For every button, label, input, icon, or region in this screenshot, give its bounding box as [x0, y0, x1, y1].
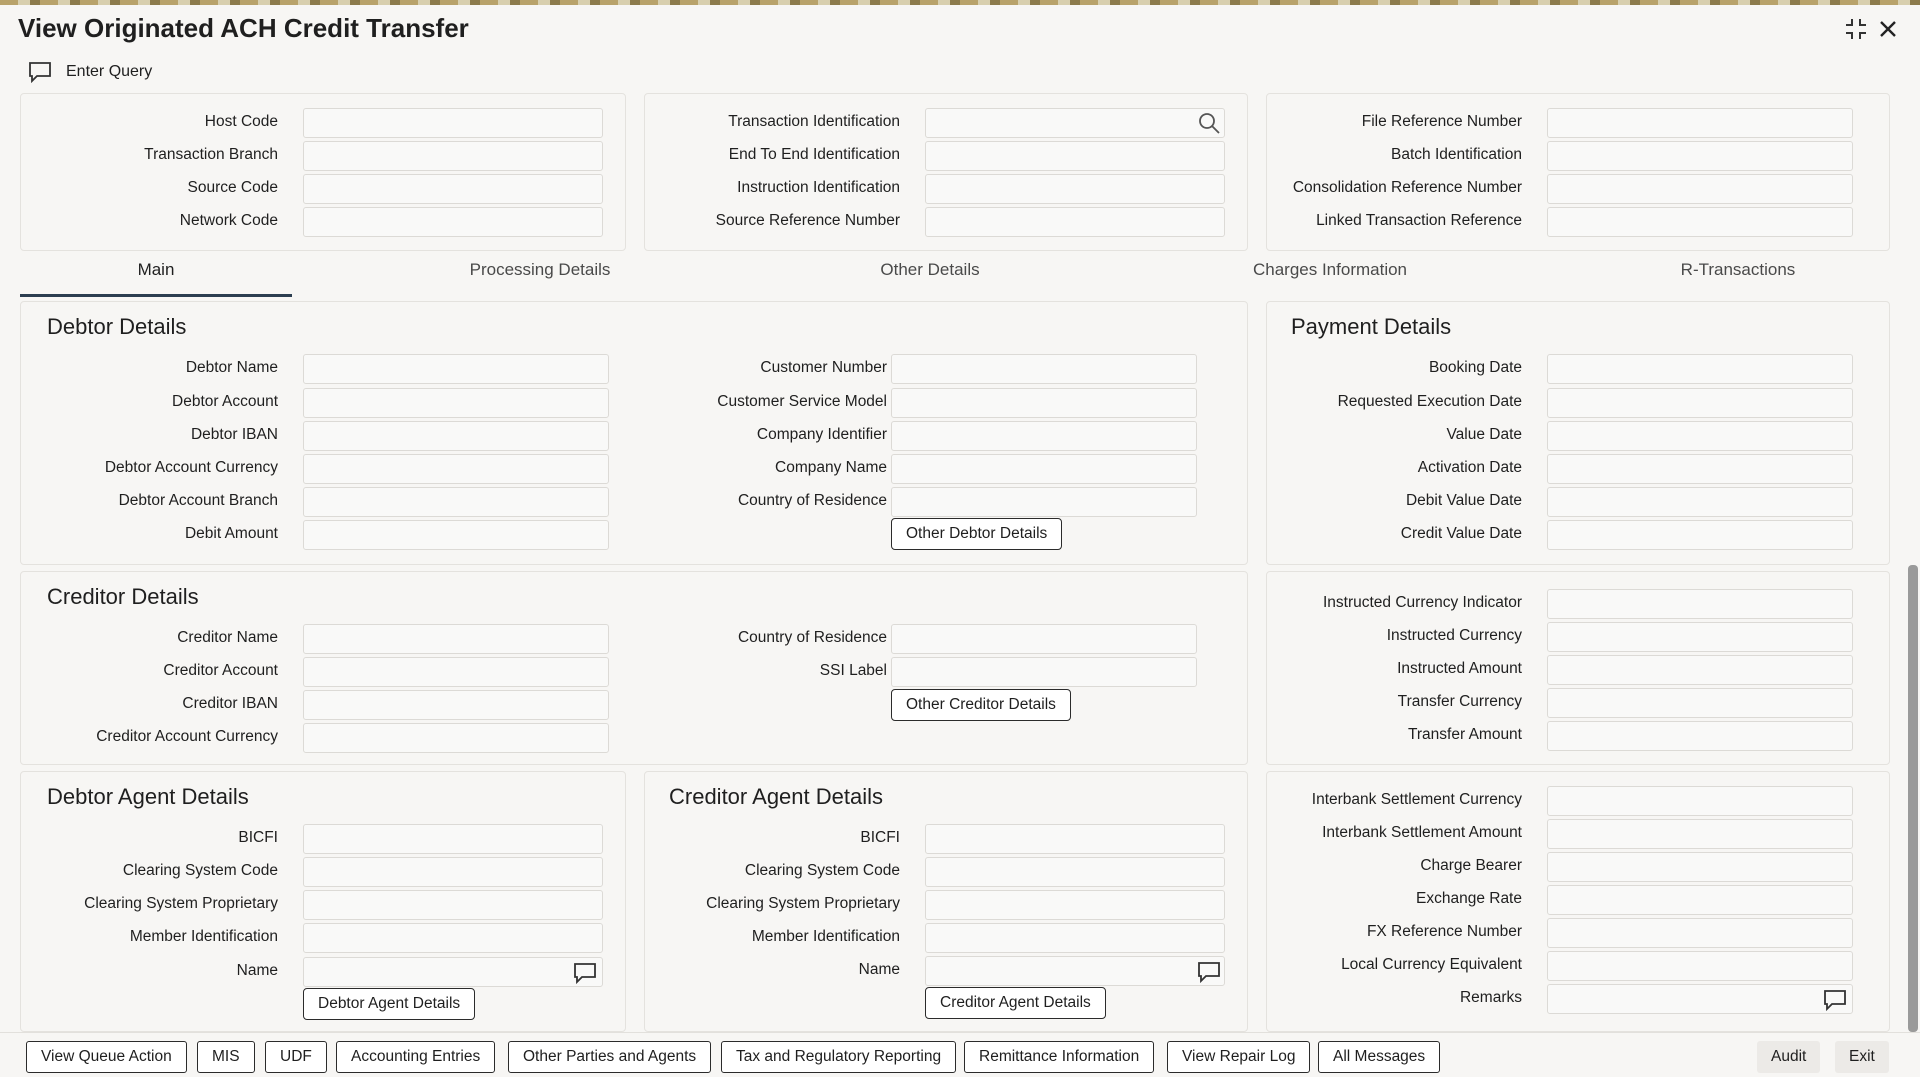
header-panel-2	[644, 93, 1248, 251]
host-code-label: Host Code	[204, 113, 278, 130]
batch-identification-label: Batch Identification	[1391, 146, 1522, 163]
creditor-agent-clearing-system-proprietary-label: Clearing System Proprietary	[706, 895, 900, 912]
title-bar	[0, 5, 1920, 53]
transfer-currency-label: Transfer Currency	[1397, 693, 1522, 710]
ssi-label-input[interactable]	[891, 657, 1197, 687]
debtor-account-label: Debtor Account	[172, 393, 278, 410]
charge-bearer-label: Charge Bearer	[1420, 857, 1522, 874]
creditor-agent-details-panel	[644, 771, 1248, 1032]
debit-amount-input[interactable]	[303, 520, 609, 550]
instructed-currency-label: Instructed Currency	[1386, 627, 1522, 644]
udf-button[interactable]: UDF	[265, 1041, 327, 1073]
creditor-account-label: Creditor Account	[163, 662, 278, 679]
creditor-agent-name-comment-icon[interactable]	[1197, 960, 1221, 984]
instructed-amount-label: Instructed Amount	[1397, 660, 1522, 677]
creditor-iban-input[interactable]	[303, 690, 609, 720]
booking-date-label: Booking Date	[1428, 359, 1522, 376]
enter-query-label: Enter Query	[66, 63, 153, 80]
other-parties-and-agents-button[interactable]: Other Parties and Agents	[508, 1041, 711, 1073]
customer-service-model-input[interactable]	[891, 388, 1197, 418]
debtor-agent-member-identification-input[interactable]	[303, 923, 603, 953]
window-title: View Originated ACH Credit Transfer	[18, 13, 469, 43]
creditor-details-panel	[20, 571, 1248, 765]
host-code-input[interactable]	[303, 108, 603, 138]
exit-button[interactable]: Exit	[1835, 1041, 1889, 1073]
debtor-account-branch-input[interactable]	[303, 487, 609, 517]
other-creditor-details-button[interactable]: Other Creditor Details	[891, 689, 1071, 721]
debtor-agent-clearing-system-code-input[interactable]	[303, 857, 603, 887]
footer-bar	[0, 1032, 1920, 1077]
instructed-amount-input[interactable]	[1547, 655, 1853, 685]
credit-value-date-input[interactable]	[1547, 520, 1853, 550]
tab-other-details[interactable]: Other Details	[880, 260, 980, 279]
all-messages-button[interactable]: All Messages	[1318, 1041, 1440, 1073]
debit-value-date-input[interactable]	[1547, 487, 1853, 517]
header-panel-1	[20, 93, 626, 251]
header-panel-3	[1266, 93, 1890, 251]
debtor-country-of-residence-input[interactable]	[891, 487, 1197, 517]
creditor-agent-member-identification-label: Member Identification	[751, 928, 900, 945]
debtor-iban-label: Debtor IBAN	[190, 426, 278, 443]
debtor-account-currency-input[interactable]	[303, 454, 609, 484]
instructed-currency-indicator-input[interactable]	[1547, 589, 1853, 619]
debtor-account-currency-label: Debtor Account Currency	[104, 459, 278, 476]
remarks-label: Remarks	[1459, 989, 1522, 1006]
debtor-account-branch-label: Debtor Account Branch	[118, 492, 278, 509]
debtor-account-input[interactable]	[303, 388, 609, 418]
creditor-agent-bicfi-input[interactable]	[925, 824, 1225, 854]
debtor-agent-member-identification-label: Member Identification	[129, 928, 278, 945]
tab-r-transactions[interactable]: R-Transactions	[1680, 260, 1796, 279]
creditor-details-title: Creditor Details	[47, 584, 199, 609]
customer-number-label: Customer Number	[760, 359, 887, 376]
creditor-country-of-residence-input[interactable]	[891, 624, 1197, 654]
ssi-label-label: SSI Label	[819, 662, 887, 679]
creditor-agent-details-button[interactable]: Creditor Agent Details	[925, 987, 1106, 1019]
transfer-amount-label: Transfer Amount	[1407, 726, 1522, 743]
interbank-settlement-amount-input[interactable]	[1547, 819, 1853, 849]
creditor-agent-bicfi-label: BICFI	[860, 829, 900, 846]
debtor-name-label: Debtor Name	[185, 359, 278, 376]
instructed-currency-indicator-label: Instructed Currency Indicator	[1322, 594, 1522, 611]
debtor-name-input[interactable]	[303, 354, 609, 384]
dialog-window	[0, 5, 1920, 1077]
creditor-agent-name-input[interactable]	[925, 956, 1225, 986]
view-repair-log-button[interactable]: View Repair Log	[1167, 1041, 1310, 1073]
debtor-agent-clearing-system-code-label: Clearing System Code	[122, 862, 278, 879]
fx-reference-number-label: FX Reference Number	[1366, 923, 1522, 940]
transaction-identification-label: Transaction Identification	[728, 113, 900, 130]
debtor-agent-bicfi-label: BICFI	[238, 829, 278, 846]
file-reference-number-input[interactable]	[1547, 108, 1853, 138]
source-code-label: Source Code	[187, 179, 278, 196]
end-to-end-identification-label: End To End Identification	[728, 146, 900, 163]
transfer-currency-input[interactable]	[1547, 688, 1853, 718]
transfer-amount-input[interactable]	[1547, 721, 1853, 751]
creditor-country-of-residence-label: Country of Residence	[737, 629, 887, 646]
interbank-settlement-currency-input[interactable]	[1547, 786, 1853, 816]
source-code-input[interactable]	[303, 174, 603, 204]
debtor-agent-clearing-system-proprietary-label: Clearing System Proprietary	[84, 895, 278, 912]
creditor-name-label: Creditor Name	[177, 629, 278, 646]
activation-date-input[interactable]	[1547, 454, 1853, 484]
debtor-agent-details-panel	[20, 771, 626, 1032]
creditor-agent-name-label: Name	[858, 961, 900, 978]
instruction-identification-input[interactable]	[925, 174, 1225, 204]
remarks-comment-icon[interactable]	[1823, 988, 1847, 1012]
requested-execution-date-input[interactable]	[1547, 388, 1853, 418]
local-currency-equivalent-input[interactable]	[1547, 951, 1853, 981]
end-to-end-identification-input[interactable]	[925, 141, 1225, 171]
creditor-account-currency-label: Creditor Account Currency	[96, 728, 278, 745]
enter-query-button[interactable]	[28, 57, 152, 87]
instruction-identification-label: Instruction Identification	[737, 179, 900, 196]
activation-date-label: Activation Date	[1417, 459, 1522, 476]
debtor-agent-bicfi-input[interactable]	[303, 824, 603, 854]
credit-value-date-label: Credit Value Date	[1400, 525, 1522, 542]
debtor-agent-name-label: Name	[236, 962, 278, 979]
debtor-details-title: Debtor Details	[47, 314, 187, 339]
vertical-scrollbar[interactable]	[1908, 565, 1918, 1032]
interbank-settlement-amount-label: Interbank Settlement Amount	[1322, 824, 1522, 841]
company-name-input[interactable]	[891, 454, 1197, 484]
view-queue-action-button[interactable]: View Queue Action	[26, 1041, 187, 1073]
file-reference-number-label: File Reference Number	[1361, 113, 1522, 130]
tab-processing-details[interactable]: Processing Details	[469, 260, 611, 279]
company-identifier-label: Company Identifier	[756, 426, 887, 443]
debtor-agent-name-input[interactable]	[303, 957, 603, 987]
tab-charges-information[interactable]: Charges Information	[1252, 260, 1408, 279]
creditor-account-currency-input[interactable]	[303, 723, 609, 753]
exchange-rate-input[interactable]	[1547, 885, 1853, 915]
search-icon[interactable]	[1197, 111, 1221, 135]
exchange-rate-label: Exchange Rate	[1416, 890, 1522, 907]
customer-service-model-label: Customer Service Model	[717, 393, 887, 410]
remarks-input[interactable]	[1547, 984, 1853, 1014]
interbank-settlement-currency-label: Interbank Settlement Currency	[1311, 791, 1522, 808]
charge-bearer-input[interactable]	[1547, 852, 1853, 882]
fx-reference-number-input[interactable]	[1547, 918, 1853, 948]
creditor-agent-clearing-system-code-label: Clearing System Code	[744, 862, 900, 879]
transaction-identification-input[interactable]	[925, 108, 1225, 138]
other-debtor-details-button[interactable]: Other Debtor Details	[891, 518, 1062, 550]
source-reference-number-input[interactable]	[925, 207, 1225, 237]
debtor-agent-name-comment-icon[interactable]	[573, 961, 597, 985]
close-icon[interactable]	[1874, 15, 1902, 43]
creditor-agent-clearing-system-code-input[interactable]	[925, 857, 1225, 887]
debtor-agent-details-title: Debtor Agent Details	[47, 784, 249, 809]
local-currency-equivalent-label: Local Currency Equivalent	[1341, 956, 1522, 973]
creditor-agent-details-title: Creditor Agent Details	[669, 784, 883, 809]
creditor-iban-label: Creditor IBAN	[182, 695, 278, 712]
customer-number-input[interactable]	[891, 354, 1197, 384]
mis-button[interactable]: MIS	[197, 1041, 255, 1073]
network-code-input[interactable]	[303, 207, 603, 237]
consolidation-reference-number-label: Consolidation Reference Number	[1292, 179, 1522, 196]
payment-details-title: Payment Details	[1291, 314, 1452, 339]
company-identifier-input[interactable]	[891, 421, 1197, 451]
instructed-currency-panel	[1266, 571, 1890, 765]
debtor-details-panel	[20, 301, 1248, 565]
debtor-agent-clearing-system-proprietary-input[interactable]	[303, 890, 603, 920]
settlement-details-panel	[1266, 771, 1890, 1032]
linked-transaction-reference-input[interactable]	[1547, 207, 1853, 237]
debtor-country-of-residence-label: Country of Residence	[737, 492, 887, 509]
tab-main[interactable]: Main	[20, 253, 292, 297]
creditor-agent-clearing-system-proprietary-input[interactable]	[925, 890, 1225, 920]
payment-details-panel	[1266, 301, 1890, 565]
batch-identification-input[interactable]	[1547, 141, 1853, 171]
value-date-label: Value Date	[1446, 426, 1522, 443]
consolidation-reference-number-input[interactable]	[1547, 174, 1853, 204]
transaction-branch-input[interactable]	[303, 141, 603, 171]
linked-transaction-reference-label: Linked Transaction Reference	[1316, 212, 1522, 229]
creditor-account-input[interactable]	[303, 657, 609, 687]
comment-icon	[28, 61, 52, 83]
remittance-information-button[interactable]: Remittance Information	[964, 1041, 1154, 1073]
audit-button[interactable]: Audit	[1757, 1041, 1820, 1073]
instructed-currency-input[interactable]	[1547, 622, 1853, 652]
booking-date-input[interactable]	[1547, 354, 1853, 384]
debtor-iban-input[interactable]	[303, 421, 609, 451]
requested-execution-date-label: Requested Execution Date	[1337, 393, 1522, 410]
creditor-name-input[interactable]	[303, 624, 609, 654]
value-date-input[interactable]	[1547, 421, 1853, 451]
tab-bar	[20, 253, 1890, 297]
debit-value-date-label: Debit Value Date	[1405, 492, 1522, 509]
tax-and-regulatory-reporting-button[interactable]: Tax and Regulatory Reporting	[721, 1041, 956, 1073]
transaction-branch-label: Transaction Branch	[144, 146, 278, 163]
source-reference-number-label: Source Reference Number	[715, 212, 900, 229]
debit-amount-label: Debit Amount	[184, 525, 278, 542]
creditor-agent-member-identification-input[interactable]	[925, 923, 1225, 953]
network-code-label: Network Code	[179, 212, 278, 229]
accounting-entries-button[interactable]: Accounting Entries	[336, 1041, 495, 1073]
debtor-agent-details-button[interactable]: Debtor Agent Details	[303, 988, 475, 1020]
maximize-icon[interactable]	[1842, 15, 1870, 43]
company-name-label: Company Name	[775, 459, 887, 476]
